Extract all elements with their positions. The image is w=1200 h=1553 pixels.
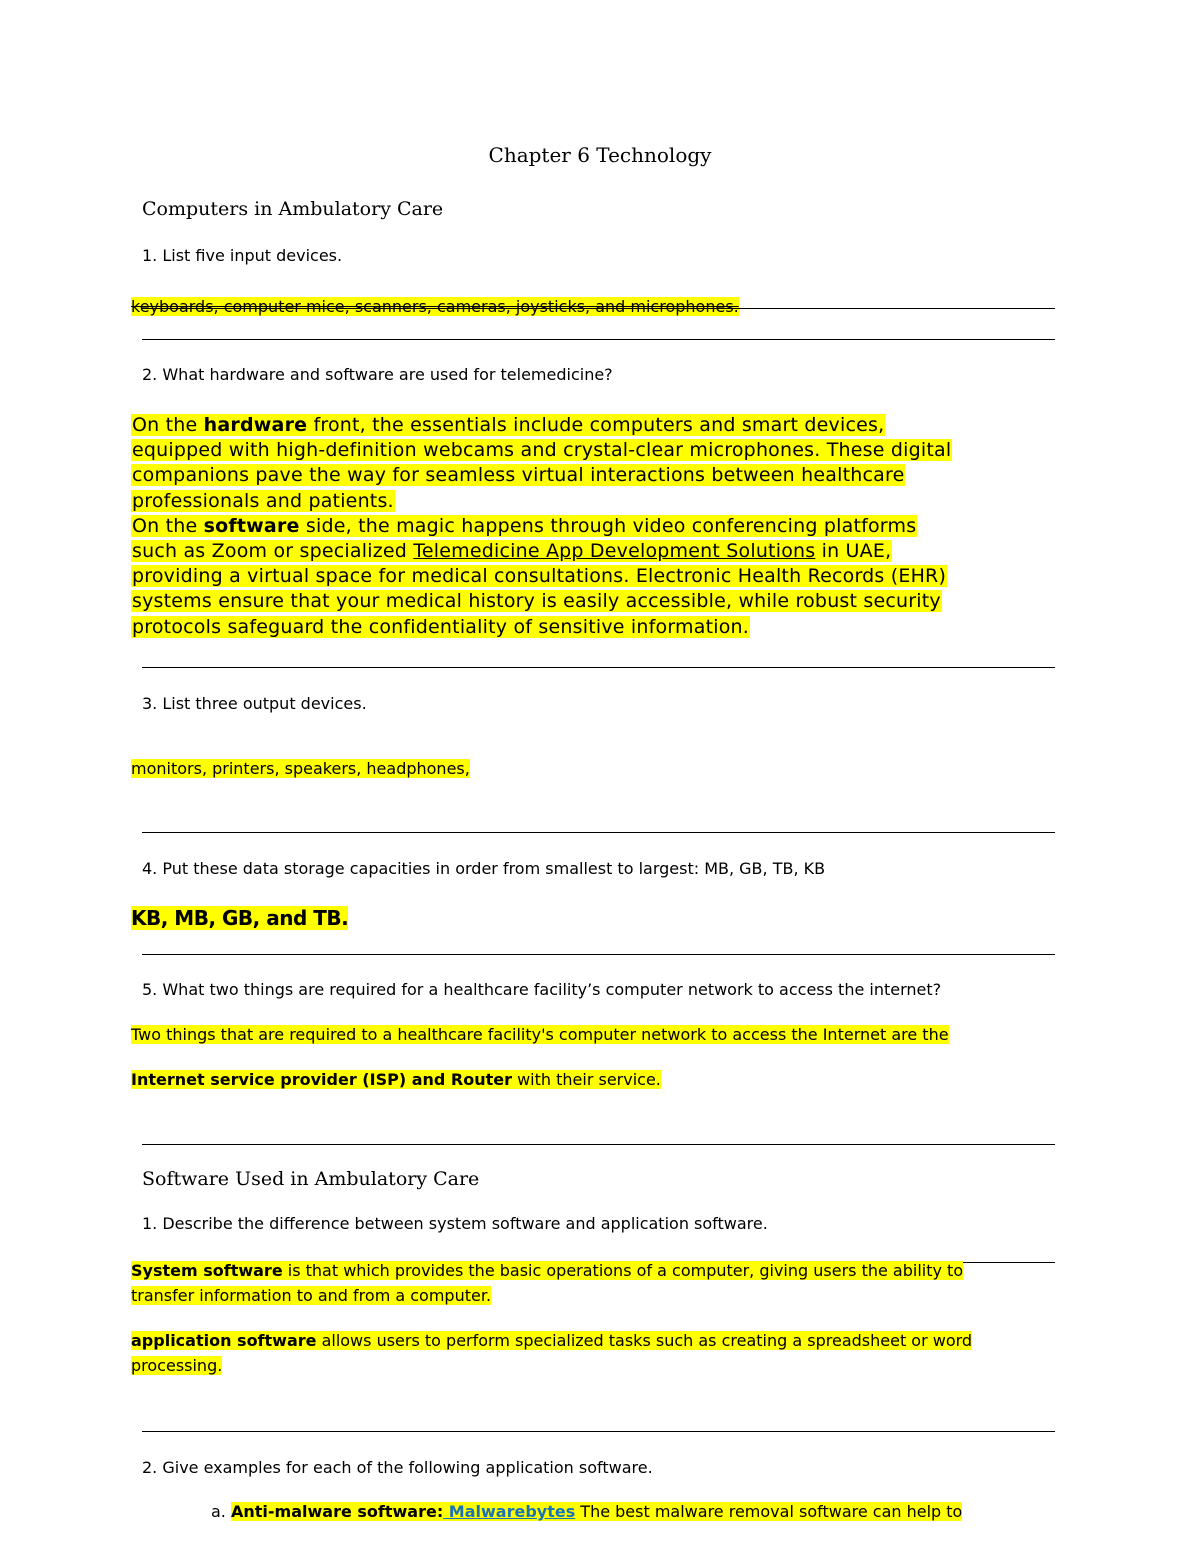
answer-5 xyxy=(131,1022,949,1047)
malwarebytes-link[interactable]: Malwarebytes xyxy=(443,1502,576,1521)
answer-5-text: Two things that are required to a healthcare facility's computer network to access the Internet are the xyxy=(131,1025,949,1044)
question-4: 4. Put these data storage capacities in order from smallest to largest: MB, GB, TB, KB xyxy=(142,859,826,878)
list-item-a xyxy=(211,1499,962,1524)
answer-2-text: such as Zoom or specialized xyxy=(132,540,414,563)
telemedicine-link[interactable]: Telemedicine App Development Solutions xyxy=(413,540,816,563)
application-software-term: application software xyxy=(131,1331,317,1350)
section-heading-computers: Computers in Ambulatory Care xyxy=(142,198,444,220)
answer-2-text: in UAE, xyxy=(815,540,892,563)
answer-s2-1a-text: transfer information to and from a computer. xyxy=(131,1286,492,1305)
answer-s2-1a xyxy=(131,1258,1031,1308)
list-marker: a. xyxy=(211,1502,226,1521)
answer-2-text: protocols safeguard the confidentiality of sensitive information. xyxy=(132,615,750,638)
question-3: 3. List three output devices. xyxy=(142,694,367,713)
answer-line xyxy=(142,954,1055,955)
answer-4 xyxy=(131,906,348,932)
answer-2-text: companions pave the way for seamless virtual interactions between healthcare xyxy=(132,464,905,487)
answer-3-text: monitors, printers, speakers, headphones, xyxy=(131,759,470,778)
answer-5-line-2 xyxy=(131,1067,661,1092)
answer-line xyxy=(142,832,1055,833)
system-software-term: System software xyxy=(131,1261,283,1280)
answer-2-text: On the xyxy=(132,514,204,537)
page-title: Chapter 6 Technology xyxy=(488,143,712,167)
software-term: software xyxy=(203,514,300,537)
question-s2-2: 2. Give examples for each of the following application software. xyxy=(142,1458,653,1477)
answer-s2-1b xyxy=(131,1328,1031,1378)
list-item-text: The best malware removal software can help to xyxy=(575,1502,963,1521)
answer-4-text: KB, MB, GB, and TB. xyxy=(131,906,349,930)
anti-malware-label: Anti-malware software: xyxy=(230,1502,444,1521)
answer-line xyxy=(142,1144,1055,1145)
question-s2-1: 1. Describe the difference between system software and application software. xyxy=(142,1214,768,1233)
answer-line xyxy=(142,339,1055,340)
answer-3 xyxy=(131,756,470,781)
answer-2-text: front, the essentials include computers and smart devices, xyxy=(307,414,885,436)
answer-line xyxy=(142,667,1055,668)
answer-line xyxy=(142,1431,1055,1432)
answer-2-text: equipped with high-definition webcams and crystal-clear microphones. These digital xyxy=(132,439,952,462)
isp-router-term: Internet service provider (ISP) and Router xyxy=(131,1070,512,1089)
answer-5-text: with their service. xyxy=(512,1070,661,1089)
answer-s2-1a-text: is that which provides the basic operations of a computer, giving users the ability to xyxy=(282,1261,964,1280)
hardware-term: hardware xyxy=(203,414,308,436)
answer-2-text: On the xyxy=(132,414,204,436)
question-1: 1. List five input devices. xyxy=(142,246,343,265)
answer-2-text: professionals and patients. xyxy=(132,489,394,512)
answer-2-text: systems ensure that your medical history is easily accessible, while robust security xyxy=(132,590,941,613)
answer-2-text: side, the magic happens through video conferencing platforms xyxy=(299,514,917,537)
section-heading-software: Software Used in Ambulatory Care xyxy=(142,1168,480,1190)
answer-2 xyxy=(131,413,1061,640)
question-5: 5. What two things are required for a healthcare facility’s computer network to access the internet? xyxy=(142,980,942,999)
answer-s2-1b-text: allows users to perform specialized tasks such as creating a spreadsheet or word xyxy=(316,1331,973,1350)
question-2: 2. What hardware and software are used for telemedicine? xyxy=(142,365,613,384)
answer-1 xyxy=(131,294,739,319)
answer-1-text: keyboards, computer mice, scanners, cameras, joysticks, and microphones. xyxy=(131,297,739,316)
answer-line xyxy=(142,308,1055,309)
answer-s2-1b-text: processing. xyxy=(131,1356,223,1375)
answer-2-text: providing a virtual space for medical consultations. Electronic Health Records (EHR) xyxy=(132,565,947,588)
